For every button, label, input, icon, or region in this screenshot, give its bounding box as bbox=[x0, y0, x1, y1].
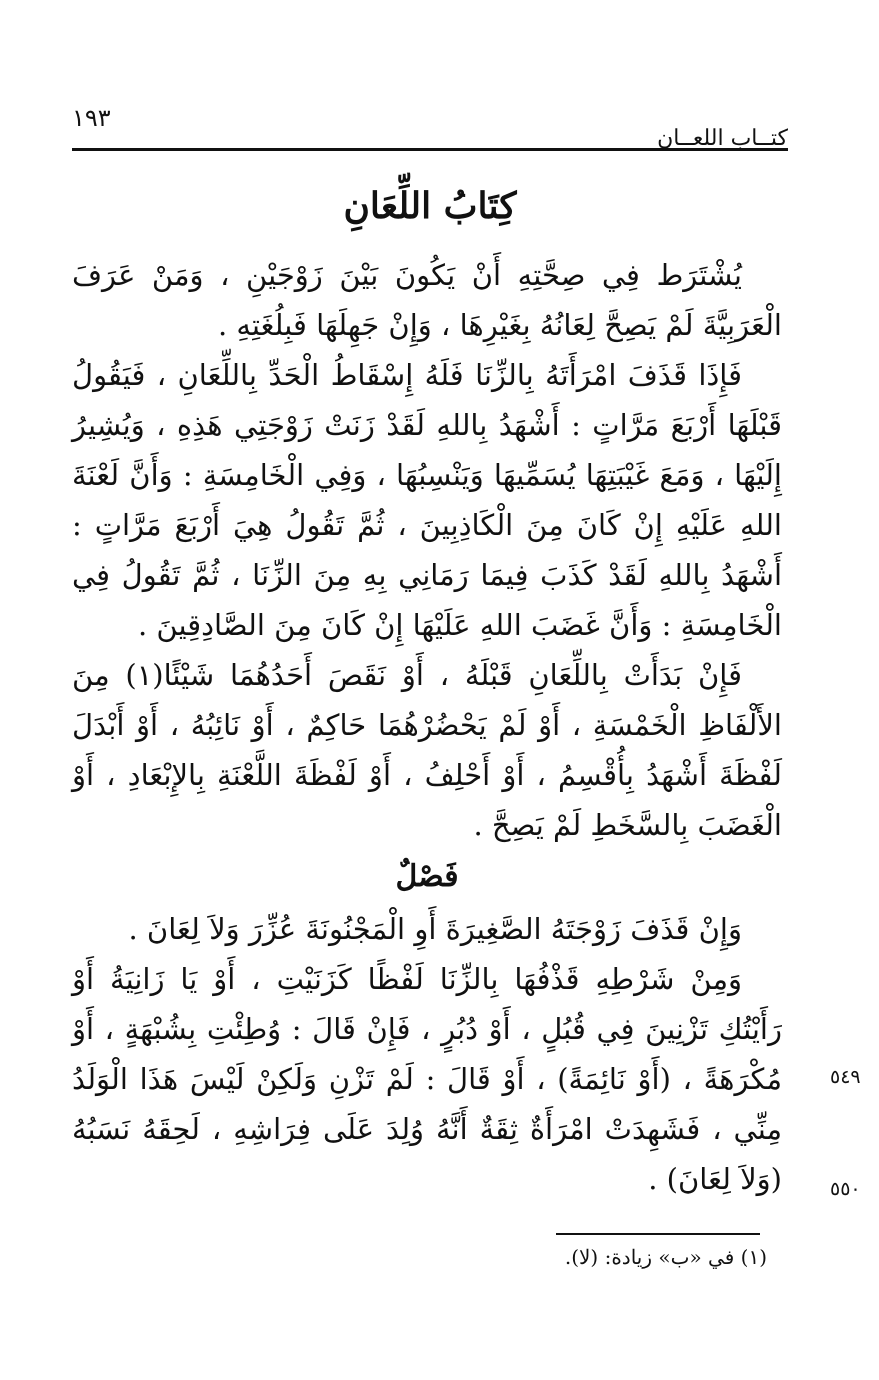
section-heading: فَصْلٌ bbox=[395, 859, 459, 894]
margin-number-550: ٥٥٠ bbox=[830, 1178, 861, 1200]
footnote: (١) في «ب» زيادة: (لا). bbox=[564, 1245, 767, 1269]
body-text bbox=[72, 250, 782, 1204]
section-paragraph-1: وَإِنْ قَذَفَ زَوْجَتَهُ الصَّغِيرَةَ أَوِ الْمَجْنُونَةَ عُزِّرَ وَلاَ لِعَانَ . bbox=[128, 912, 742, 946]
chapter-title: كِتَابُ اللِّعَانِ bbox=[343, 185, 517, 227]
paragraph-1: يُشْتَرَط فِي صِحَّتِهِ أَنْ يَكُونَ بَيْنَ زَوْجَيْنِ ، وَمَنْ عَرَفَ الْعَرَبِيَّةَ لَمْ يَصِحَّ لِعَانُهُ بِغَيْرِهَا ، وَإِنْ جَهِلَهَا فَبِلُغَتِهِ . bbox=[72, 258, 782, 342]
header-rule bbox=[72, 148, 788, 151]
footnote-rule bbox=[556, 1233, 760, 1235]
page-header bbox=[72, 100, 788, 150]
paragraph-2: فَإِذَا قَذَفَ امْرَأَتَهُ بِالزِّنَا فَلَهُ إِسْقَاطُ الْحَدِّ بِاللِّعَانِ ، فَيَقُولُ قَبْلَهَا أَرْبَعَ مَرَّاتٍ : أَشْهَدُ بِاللهِ لَقَدْ زَنَتْ زَوْجَتِي هَذِهِ ، وَيُشِيرُ إِلَيْهَا ، وَمَعَ غَيْبَتِهَا يُسَمِّيهَا وَيَنْسِبُهَا ، وَفِي الْخَامِسَةِ : وَأَنَّ لَعْنَةَ اللهِ عَلَيْهِ إِنْ كَانَ مِنَ الْكَاذِبِينَ ، ثُمَّ تَقُولُ هِيَ أَرْبَعَ مَرَّاتٍ : أَشْهَدُ بِاللهِ لَقَدْ كَذَبَ فِيمَا رَمَانِي بِهِ مِنَ الزِّنَا ، ثُمَّ تَقُولُ فِي الْخَامِسَةِ : وَأَنَّ غَضَبَ اللهِ عَلَيْهَا إِنْ كَانَ مِنَ الصَّادِقِينَ . bbox=[72, 358, 782, 642]
section-paragraph-2: وَمِنْ شَرْطِهِ قَذْفُهَا بِالزِّنَا لَفْظًا كَزَنَيْتِ ، أَوْ يَا زَانِيَةُ أَوْ رَأَيْتُكِ تَزْنِينَ فِي قُبُلٍ ، أَوْ دُبُرٍ ، فَإِنْ قَالَ : وُطِئْتِ بِشُبْهَةٍ ، أَوْ مُكْرَهَةً ، (أَوْ نَائِمَةً) ، أَوْ قَالَ : لَمْ تَزْنِ وَلَكِنْ لَيْسَ هَذَا الْوَلَدُ مِنِّي ، فَشَهِدَتْ امْرَأَةٌ ثِقَةٌ أَنَّهُ وُلِدَ عَلَى فِرَاشِهِ ، لَحِقَهُ نَسَبُهُ (وَلاَ لِعَانَ) . bbox=[72, 962, 782, 1196]
margin-number-549: ٥٤٩ bbox=[830, 1066, 861, 1088]
page-number: ١٩٣ bbox=[72, 104, 111, 132]
paragraph-3: فَإِنْ بَدَأَتْ بِاللِّعَانِ قَبْلَهُ ، أَوْ نَقَصَ أَحَدُهُمَا شَيْئًا(١) مِنَ الأَلْفَاظِ الْخَمْسَةِ ، أَوْ لَمْ يَحْضُرْهُمَا حَاكِمٌ ، أَوْ نَائِبُهُ ، أَوْ أَبْدَلَ لَفْظَةَ أَشْهَدُ بِأُقْسِمُ ، أَوْ أَحْلِفُ ، أَوْ لَفْظَةَ اللَّعْنَةِ بِالإِبْعَادِ ، أَوْ الْغَضَبَ بِالسَّخَطِ لَمْ يَصِحَّ . bbox=[72, 658, 782, 842]
running-title: كتــاب اللعــان bbox=[657, 126, 788, 151]
